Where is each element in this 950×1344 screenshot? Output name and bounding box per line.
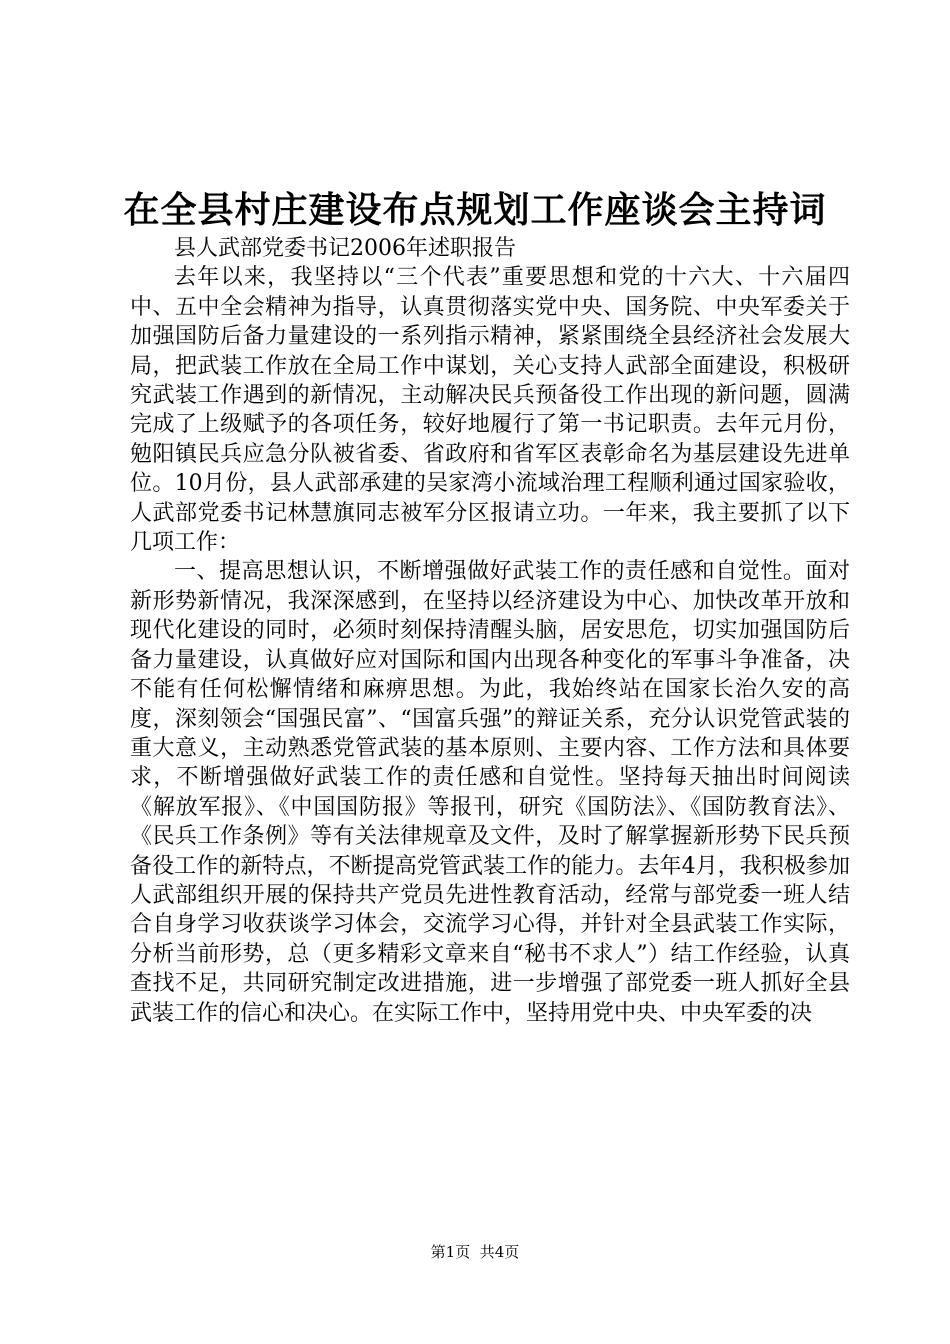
document-title: 在全县村庄建设布点规划工作座谈会主持词 — [123, 189, 827, 231]
page-total: 共4页 — [479, 1243, 520, 1261]
page-number: 第1页 — [430, 1243, 471, 1261]
paragraph-section-one: 一、提高思想认识，不断增强做好武装工作的责任感和自觉性。面对新形势新情况，我深深感到，在坚持以经济建设为中心、加快改革开放和现代化建设的同时，必须时刻保持清醒头脑，居安思危，切实加强国防后备力量建设，认真做好应对国际和国内出现各种变化的军事斗争准备，决不能有任何松懈情绪和麻痹思想。为此，我始终站在国家长治久安的高度，深刻领会“国强民富”、“国富兵强”的辩证关系，充分认识党管武装的重大意义，主动熟悉党管武装的基本原则、主要内容、工作方法和具体要求，不断增强做好武装工作的责任感和自觉性。坚持每天抽出时间阅读《解放军报》、《中国国防报》等报刊，研究《国防法》、《国防教育法》、《民兵工作条例》等有关法律规章及文件，及时了解掌握新形势下民兵预备役工作的新特点，不断提高党管武装工作的能力。去年4月，我积极参加人武部组织开展的保持共产党员先进性教育活动，经常与部党委一班人结合自身学习收获谈学习体会，交流学习心得，并针对全县武装工作实际，分析当前形势，总（更多精彩文章来自“秘书不求人”）结工作经验，认真查找不足，共同研究制定改进措施，进一步增强了部党委一班人抓好全县武装工作的信心和决心。在实际工作中，坚持用党中央、中央军委的决 — [130, 559, 850, 1026]
paragraph-intro: 去年以来，我坚持以“三个代表”重要思想和党的十六大、十六届四中、五中全会精神为指导，认真贯彻落实党中央、国务院、中央军委关于加强国防后备力量建设的一系列指示精神，紧紧围绕全县经济社会发展大局，把武装工作放在全局工作中谋划，关心支持人武部全面建设，积极研究武装工作遇到的新情况，主动解决民兵预备役工作出现的新问题，圆满完成了上级赋予的各项任务，较好地履行了第一书记职责。去年元月份，勉阳镇民兵应急分队被省委、省政府和省军区表彰命名为基层建设先进单位。10月份，县人武部承建的吴家湾小流域治理工程顺利通过国家验收，人武部党委书记林慧旗同志被军分区报请立功。一年来，我主要抓了以下几项工作： — [130, 265, 850, 556]
page-footer — [0, 1242, 950, 1262]
document-subtitle: 县人武部党委书记2006年述职报告 — [174, 236, 516, 261]
document-body — [130, 234, 850, 1028]
